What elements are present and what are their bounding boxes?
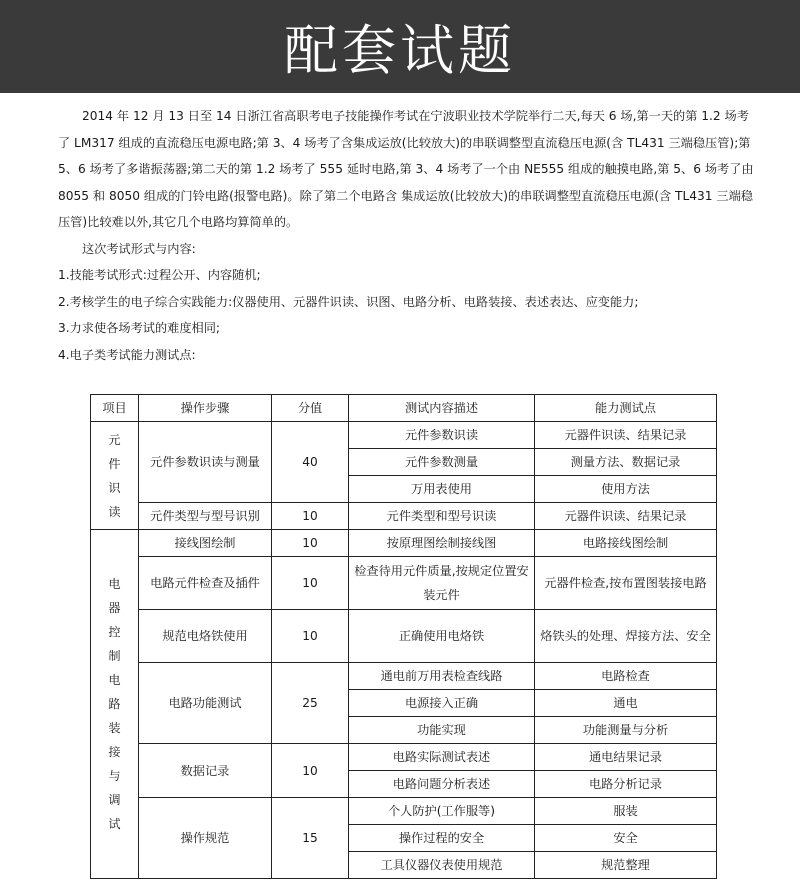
ability-cell: 电路分析记录 — [535, 771, 717, 798]
intro-paragraph: 2014 年 12 月 13 日至 14 日浙江省高职考电子技能操作考试在宁波职业技术学院举行二天,每天 6 场,第一天的第 1.2 场考了 LM317 组成的直流稳压电源电路;第 3、4 场考了含集成运放(比较放大)的串联调整型直流稳压电源(含 TL431 三端稳压管);第 5、6 场考了多谐振荡器;第二天的第 1.2 场考了 555 延时电路,第 3、4 场考了一个由 NE555 组成的触摸电路,第 5、6 场考了由 8055 和 8050 组成的门铃电路(报警电路)。除了第二个电路含 集成运放(比较放大)的串联调整型直流稳压电源(含 TL431 三端稳压管)比较难以外,其它几个电路均算简单的。 — [58, 109, 754, 229]
score-cell: 10 — [272, 557, 349, 610]
step-cell: 接线图绘制 — [139, 530, 272, 557]
description-cell: 功能实现 — [349, 717, 535, 744]
ability-cell: 功能测量与分析 — [535, 717, 717, 744]
group-label-component-reading: 元 件 识 读 — [91, 422, 139, 530]
ability-cell: 元器件识读、结果记录 — [535, 422, 717, 449]
ability-cell: 使用方法 — [535, 476, 717, 503]
description-cell: 操作过程的安全 — [349, 825, 535, 852]
score-cell: 40 — [272, 422, 349, 503]
description-cell: 通电前万用表检查线路 — [349, 663, 535, 690]
intro-item: 3.力求使各场考试的难度相同; — [58, 321, 220, 335]
step-cell: 元件类型与型号识别 — [139, 503, 272, 530]
step-cell: 数据记录 — [139, 744, 272, 798]
description-cell: 检查待用元件质量,按规定位置安装元件 — [349, 557, 535, 610]
intro-item: 4.电子类考试能力测试点: — [58, 347, 196, 362]
step-cell: 操作规范 — [139, 798, 272, 879]
step-cell: 规范电烙铁使用 — [139, 610, 272, 663]
header-project: 项目 — [91, 395, 139, 422]
title-banner — [0, 0, 800, 93]
description-cell: 元件参数识读 — [349, 422, 535, 449]
description-cell: 万用表使用 — [349, 476, 535, 503]
table-row — [91, 422, 717, 449]
description-cell: 元件参数测量 — [349, 449, 535, 476]
ability-cell: 规范整理 — [535, 852, 717, 879]
description-cell: 工具仪器仪表使用规范 — [349, 852, 535, 879]
score-cell: 10 — [272, 610, 349, 663]
ability-cell: 测量方法、数据记录 — [535, 449, 717, 476]
header-step: 操作步骤 — [139, 395, 272, 422]
intro-item: 2.考核学生的电子综合实践能力:仪器使用、元器件识读、识图、电路分析、电路装接、表述表达、应变能力; — [58, 294, 639, 309]
description-cell: 正确使用电烙铁 — [349, 610, 535, 663]
header-score: 分值 — [272, 395, 349, 422]
ability-cell: 通电 — [535, 690, 717, 717]
ability-cell: 通电结果记录 — [535, 744, 717, 771]
score-cell: 15 — [272, 798, 349, 879]
ability-cell: 元器件检查,按布置图装接电路 — [535, 557, 717, 610]
table-row — [91, 798, 717, 825]
ability-cell: 电路检查 — [535, 663, 717, 690]
step-cell: 元件参数识读与测量 — [139, 422, 272, 503]
table-row — [91, 663, 717, 690]
score-cell: 10 — [272, 530, 349, 557]
ability-cell: 安全 — [535, 825, 717, 852]
header-description: 测试内容描述 — [349, 395, 535, 422]
ability-cell: 服装 — [535, 798, 717, 825]
header-ability: 能力测试点 — [535, 395, 717, 422]
table-row — [91, 610, 717, 663]
group-label-circuit-assembly: 电 器 控 制 电 路 装 接 与 调 试 — [91, 530, 139, 879]
score-cell: 10 — [272, 744, 349, 798]
table-row — [91, 744, 717, 771]
ability-cell: 元器件识读、结果记录 — [535, 503, 717, 530]
page-title: 配套试题 — [284, 19, 516, 82]
intro-item: 1.技能考试形式:过程公开、内容随机; — [58, 268, 261, 282]
score-cell: 10 — [272, 503, 349, 530]
description-cell: 电路问题分析表述 — [349, 771, 535, 798]
description-cell: 电源接入正确 — [349, 690, 535, 717]
description-cell: 按原理图绘制接线图 — [349, 530, 535, 557]
table-row — [91, 557, 717, 610]
table-row — [91, 503, 717, 530]
description-cell: 元件类型和型号识读 — [349, 503, 535, 530]
ability-cell: 烙铁头的处理、焊接方法、安全 — [535, 610, 717, 663]
table-row — [91, 530, 717, 557]
intro-text — [58, 103, 755, 368]
table-header-row — [91, 395, 717, 422]
score-cell: 25 — [272, 663, 349, 744]
ability-cell: 电路接线图绘制 — [535, 530, 717, 557]
score-table — [90, 394, 717, 879]
description-cell: 个人防护(工作服等) — [349, 798, 535, 825]
step-cell: 电路功能测试 — [139, 663, 272, 744]
intro-lead: 这次考试形式与内容: — [82, 241, 196, 256]
description-cell: 电路实际测试表述 — [349, 744, 535, 771]
step-cell: 电路元件检查及插件 — [139, 557, 272, 610]
